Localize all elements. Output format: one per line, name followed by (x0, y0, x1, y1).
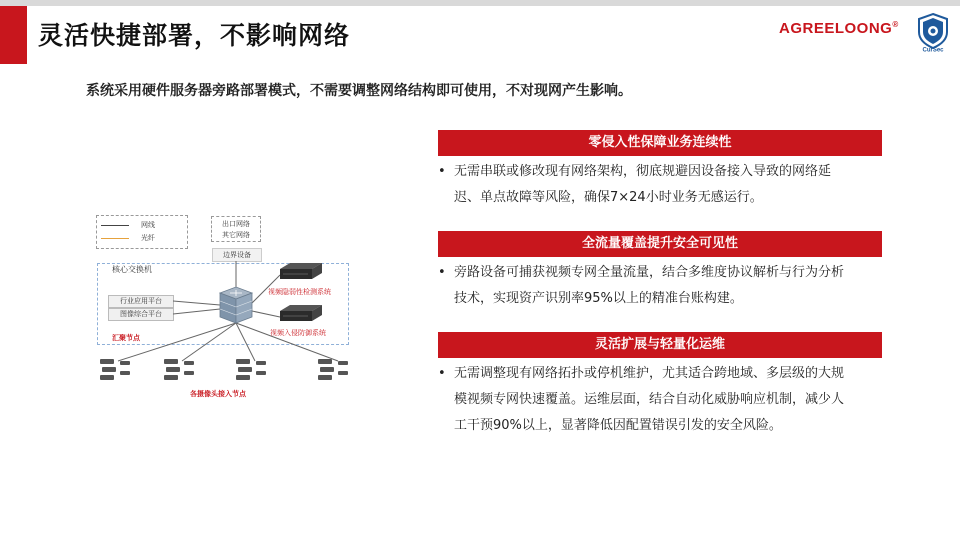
brand-logo (779, 20, 899, 37)
page-subtitle: 系统采用硬件服务器旁路部署模式，不需要调整网络结构即可使用，不对现网产生影响。 (86, 83, 632, 99)
cursec-shield-icon (914, 12, 952, 52)
logo-text: CurSec (922, 47, 944, 52)
platform-link-1 (173, 301, 220, 305)
camera-group-4 (318, 359, 348, 380)
section-2-heading: 全流量覆盖提升安全可见性 (438, 231, 882, 257)
section-3-line-3: 工干预90%以上，显著降低因配置错误引发的安全风险。 (454, 418, 782, 433)
diagram-legend: 网线 光纤 (96, 215, 188, 249)
platform-image-integration: 图像综合平台 (108, 308, 174, 321)
camera-group-3 (236, 359, 266, 380)
bullet-3: • (438, 366, 446, 381)
core-switch-label: 核心交换机 (112, 265, 152, 274)
camera-group-2 (164, 359, 194, 380)
registered-mark: ® (892, 20, 899, 29)
server-link-2 (252, 311, 280, 317)
edge-device: 边界设备 (212, 248, 262, 262)
system-label-vuln-detect: 视频隐弱性检测系统 (268, 288, 331, 296)
server-icon-2 (280, 305, 322, 321)
section-1-line-1: 无需串联或修改现有网络架构，彻底规避因设备接入导致的网络延 (454, 164, 832, 179)
exit-network-box: 出口网络 其它网络 (211, 216, 261, 242)
topology-diagram (90, 255, 390, 405)
camera-node-label: 各摄像头接入节点 (190, 390, 246, 398)
page-title: 灵活快捷部署，不影响网络 (38, 21, 351, 50)
core-switch-icon (220, 287, 252, 323)
aggregation-node-label: 汇聚节点 (112, 334, 140, 342)
section-3-line-2: 模视频专网快速覆盖。运维层面，结合自动化威胁响应机制，减少人 (454, 392, 845, 407)
brand-name: AGREELOONG (779, 20, 893, 37)
section-3-line-1: 无需调整现有网络拓扑或停机维护，尤其适合跨地域、多层级的大规 (454, 366, 845, 381)
platform-link-2 (173, 309, 220, 314)
section-2-line-1: 旁路设备可捕获视频专网全量流量，结合多维度协议解析与行为分析 (454, 265, 845, 280)
section-3-heading: 灵活扩展与轻量化运维 (438, 332, 882, 358)
camera-group-1 (100, 359, 130, 380)
section-1-heading: 零侵入性保障业务连续性 (438, 130, 882, 156)
section-2-line-2: 技术，实现资产识别率95%以上的精准台账构建。 (454, 291, 743, 306)
section-1-line-2: 迟、单点故障等风险，确保7×24小时业务无感运行。 (454, 190, 763, 205)
bullet-1: • (438, 164, 446, 179)
top-bar (0, 0, 960, 6)
section-2-body (438, 260, 888, 312)
title-accent-block (0, 6, 27, 64)
system-label-intrusion-prevention: 视频入侵防御系统 (270, 329, 326, 337)
section-1-body (438, 159, 888, 211)
bullet-2: • (438, 265, 446, 280)
platform-industry-app: 行业应用平台 (108, 295, 174, 308)
camera-link-2 (182, 323, 236, 361)
section-3-body (438, 361, 888, 439)
server-icon-1 (280, 263, 322, 279)
